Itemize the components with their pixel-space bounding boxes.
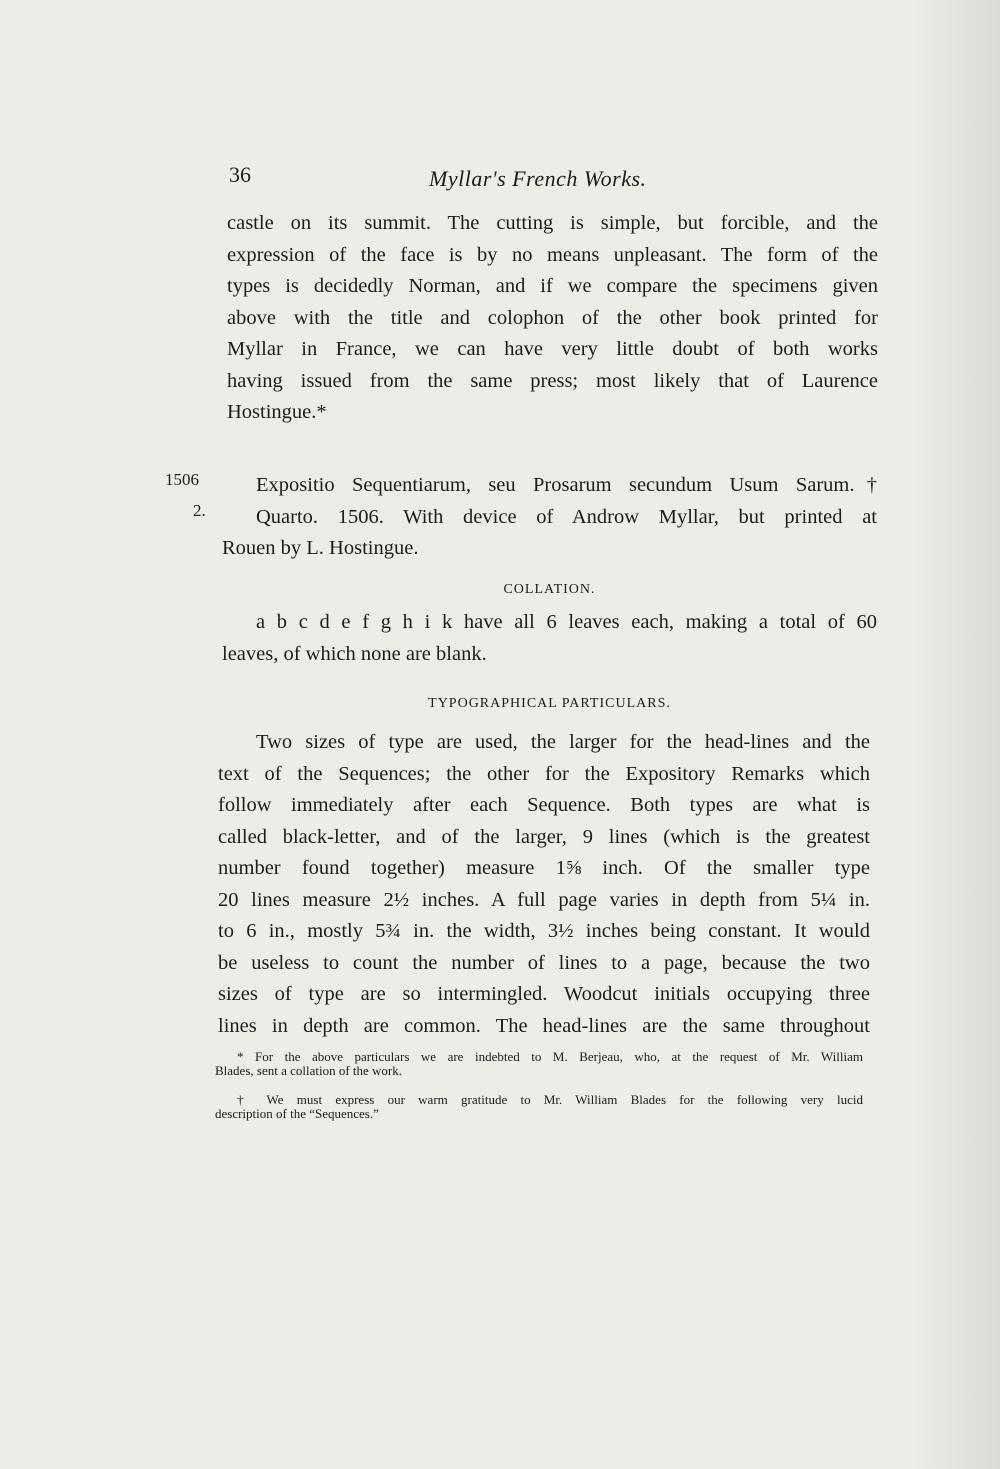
text-line: Hostingue.* — [227, 401, 327, 423]
intro-paragraph — [227, 208, 878, 429]
text-line: having issued from the same press; most likely that of Laurence — [227, 369, 878, 392]
text-line: leaves, of which none are blank. — [222, 642, 487, 665]
text-line: sizes of type are so intermingled. Woodcut initials occupying three — [218, 983, 870, 1005]
text-line: follow immediately after each Sequence. Both types are what is — [218, 794, 870, 816]
footnote-line: † We must express our warm gratitude to Mr. William Blades for the following very lucid — [237, 1092, 863, 1107]
text-line: Expositio Sequentiarum, seu Prosarum secundum Usum Sarum.† — [256, 474, 877, 496]
typographical-heading: TYPOGRAPHICAL PARTICULARS. — [428, 696, 671, 711]
margin-year: 1506 — [165, 470, 199, 489]
text-line: Rouen by L. Hostingue. — [222, 537, 419, 559]
running-title: Myllar's French Works. — [429, 166, 647, 191]
page-number: 36 — [229, 162, 251, 187]
entry-paragraph — [222, 470, 877, 565]
text-line: types is decidedly Norman, and if we compare the specimens given — [227, 275, 878, 297]
text-line: expression of the face is by no means unpleasant. The form of the — [227, 243, 878, 266]
text-line: above with the title and colophon of the other book printed for — [227, 306, 878, 329]
typographical-paragraph — [218, 727, 870, 1042]
text-line: be useless to count the number of lines to a page, because the two — [218, 951, 870, 974]
margin-entry-number: 2. — [193, 501, 206, 520]
text-line: Quarto. 1506. With device of Androw Myllar, but printed at — [256, 505, 877, 528]
page-header — [229, 162, 879, 192]
page-edge-shadow — [910, 0, 1000, 1469]
footnote-dagger — [215, 1093, 863, 1121]
text-line: called black-letter, and of the larger, 9 lines (which is the greatest — [218, 825, 870, 848]
footnote-line: Blades, sent a collation of the work. — [215, 1063, 403, 1078]
text-line: a b c d e f g h i k have all 6 leaves each, making a total of 60 — [256, 611, 877, 633]
footnote-asterisk — [215, 1050, 863, 1078]
footnote-line: * For the above particulars we are indebted to M. Berjeau, who, at the request of Mr. William — [237, 1049, 863, 1064]
collation-paragraph — [222, 607, 877, 670]
text-line: 20 lines measure 2½ inches. A full page varies in depth from 5¼ in. — [218, 888, 870, 911]
text-line: castle on its summit. The cutting is simple, but forcible, and the — [227, 212, 878, 234]
collation-heading: COLLATION. — [503, 582, 596, 597]
text-line: text of the Sequences; the other for the Expository Remarks which — [218, 762, 870, 785]
text-line: number found together) measure 1⅝ inch. Of the smaller type — [218, 857, 870, 879]
footnote-line: description of the “Sequences.” — [215, 1106, 379, 1121]
text-line: Two sizes of type are used, the larger for the head-lines and the — [256, 731, 870, 753]
text-line: lines in depth are common. The head-lines are the same throughout — [218, 1014, 870, 1037]
text-line: to 6 in., mostly 5¾ in. the width, 3½ inches being constant. It would — [218, 920, 870, 942]
text-line: Myllar in France, we can have very little doubt of both works — [227, 338, 878, 360]
